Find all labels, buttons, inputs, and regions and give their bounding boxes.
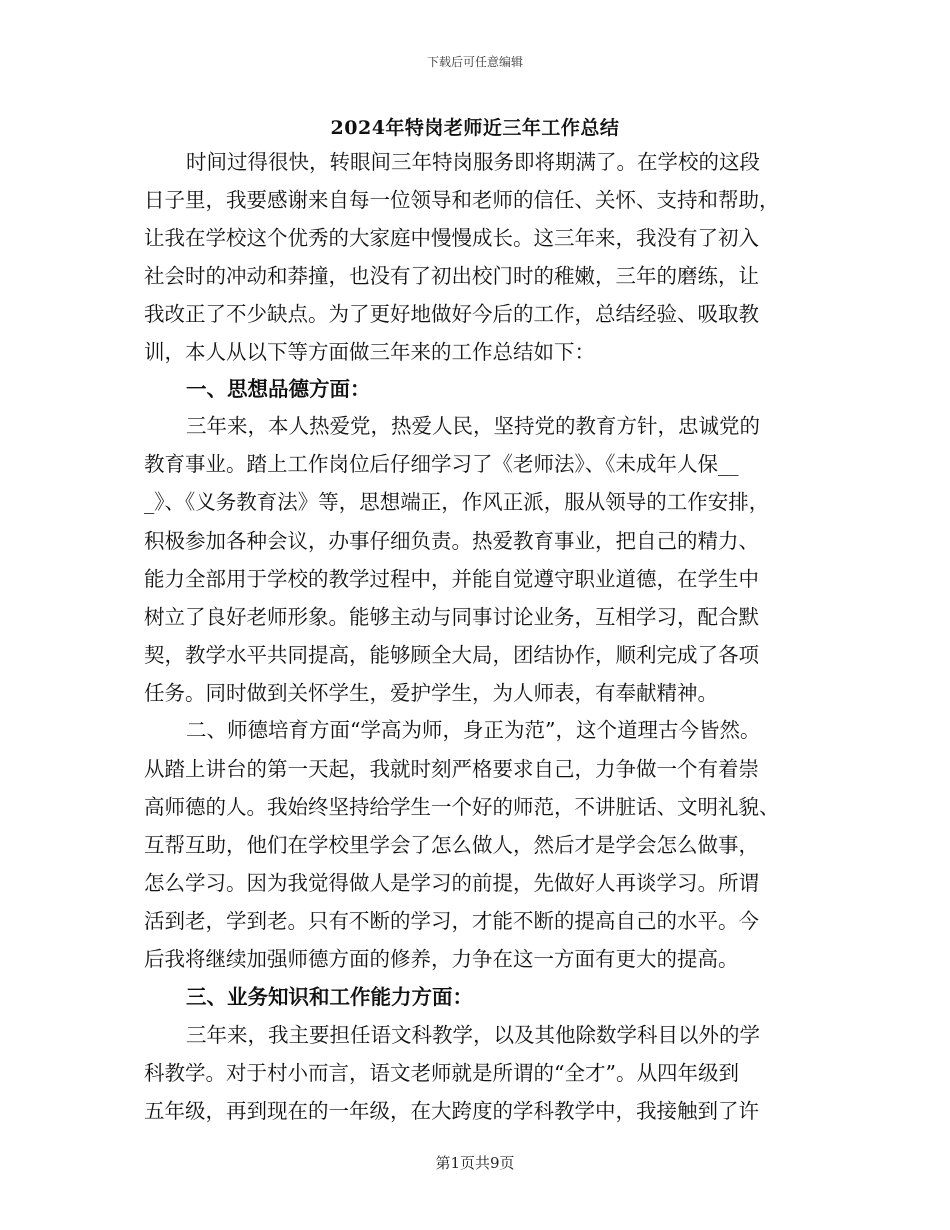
paragraph-line: 能力全部用于学校的教学过程中，并能自觉遵守职业道德，在学生中 bbox=[144, 567, 759, 591]
paragraph-line: 积极参加各种会议，办事仔细负责。热爱教育事业，把自己的精力、 bbox=[144, 529, 759, 553]
paragraph-line: 契，教学水平共同提高，能够顾全大局，团结协作，顺利完成了各项 bbox=[144, 643, 759, 667]
paragraph-line: 三年来，本人热爱党，热爱人民，坚持党的教育方针，忠诚党的 bbox=[186, 414, 760, 438]
paragraph-line: 活到老，学到老。只有不断的学习，才能不断的提高自己的水平。今 bbox=[144, 909, 759, 933]
section-heading: 一、思想品德方面： bbox=[186, 377, 371, 401]
section-heading: 三、业务知识和工作能力方面： bbox=[186, 985, 473, 1009]
paragraph-line: 树立了良好老师形象。能够主动与同事讨论业务，互相学习，配合默 bbox=[144, 605, 759, 629]
paragraph-line: 社会时的冲动和莽撞，也没有了初出校门时的稚嫩，三年的磨练，让 bbox=[144, 264, 759, 288]
paragraph-line: 从踏上讲台的第一天起，我就时刻严格要求自己，力争做一个有着崇 bbox=[144, 757, 759, 781]
paragraph-line: 五年级，再到现在的一年级，在大跨度的学科教学中，我接触到了许 bbox=[144, 1099, 759, 1123]
paragraph-line: 训，本人从以下等方面做三年来的工作总结如下： bbox=[144, 340, 595, 364]
paragraph-line: 教育事业。踏上工作岗位后仔细学习了《老师法》、《未成年人保__ bbox=[144, 452, 739, 476]
header-note: 下载后可任意编辑 bbox=[426, 55, 523, 69]
page-number: 第1页共9页 bbox=[435, 1154, 515, 1172]
paragraph-line: 怎么学习。因为我觉得做人是学习的前提，先做好人再谈学习。所谓 bbox=[144, 871, 759, 895]
paragraph-line: 高师德的人。我始终坚持给学生一个好的师范，不讲脏话、文明礼貌、 bbox=[144, 795, 780, 819]
paragraph-line: _》、《义务教育法》等，思想端正，作风正派，服从领导的工作安排， bbox=[144, 490, 770, 514]
paragraph-line: 二、师德培育方面“学高为师，身正为范”，这个道理古今皆然。 bbox=[186, 718, 761, 742]
paragraph-line: 任务。同时做到关怀学生，爱护学生，为人师表，有奉献精神。 bbox=[144, 681, 718, 705]
paragraph-line: 日子里，我要感谢来自每一位领导和老师的信任、关怀、支持和帮助， bbox=[144, 188, 780, 212]
document-title: 2024年特岗老师近三年工作总结 bbox=[330, 117, 620, 139]
paragraph-line: 互帮互助，他们在学校里学会了怎么做人，然后才是学会怎么做事， bbox=[144, 833, 759, 857]
paragraph-line: 科教学。对于村小而言，语文老师就是所谓的“全才”。从四年级到 bbox=[144, 1061, 739, 1085]
paragraph-line: 后我将继续加强师德方面的修养，力争在这一方面有更大的提高。 bbox=[144, 947, 739, 971]
paragraph-line: 三年来，我主要担任语文科教学，以及其他除数学科目以外的学 bbox=[186, 1023, 760, 1047]
paragraph-line: 让我在学校这个优秀的大家庭中慢慢成长。这三年来，我没有了初入 bbox=[144, 226, 759, 250]
paragraph-line: 我改正了不少缺点。为了更好地做好今后的工作，总结经验、吸取教 bbox=[144, 302, 759, 326]
paragraph-line: 时间过得很快，转眼间三年特岗服务即将期满了。在学校的这段 bbox=[186, 150, 760, 174]
